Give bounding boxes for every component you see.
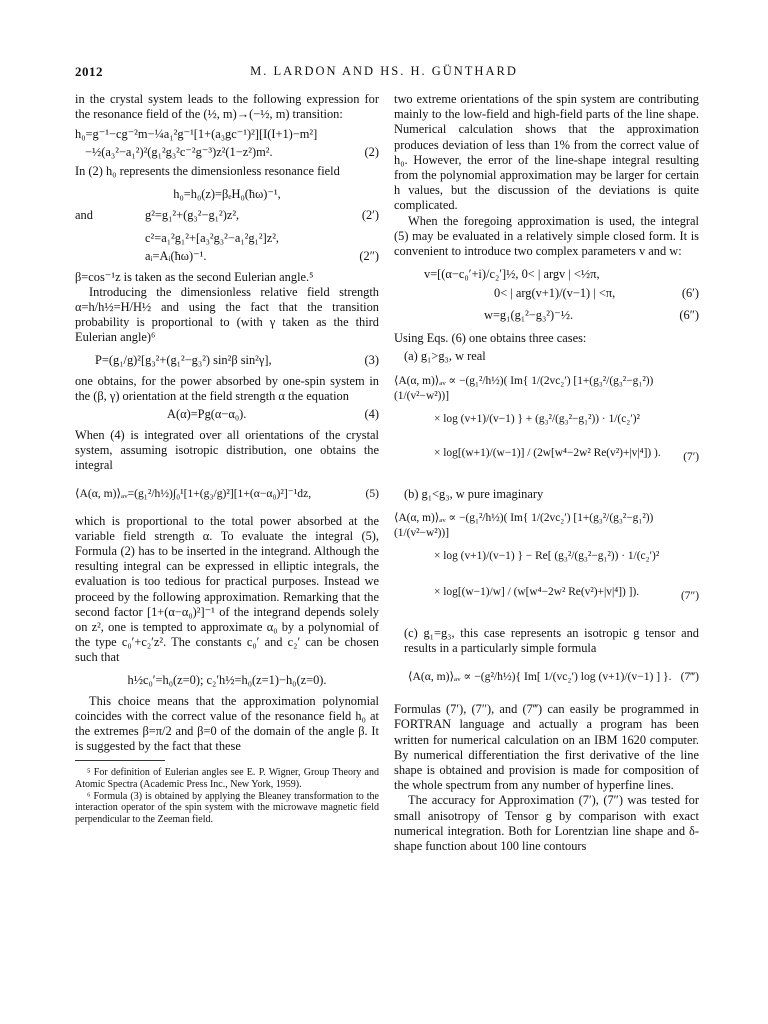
equation-constants: h½c₀′=h₀(z=0); c₂′h½=h₀(z=1)−h₀(z=0). <box>127 672 327 687</box>
right-column <box>394 92 699 854</box>
case-c-label: (c) g₁=g₃, this case represents an isotropic g tensor and results in a particularly simple formula <box>404 625 699 656</box>
running-title: M. LARDON AND HS. H. GÜNTHARD <box>250 64 518 78</box>
equation-2-double-prime: c²=a₁²g₁²+[a₃²g₃²−a₁²g₁²]z², aᵢ=Aᵢ(ħω)⁻¹. (2″) <box>145 230 379 263</box>
paragraph: which is proportional to the total power absorbed at the variable field strength α. To evaluate the integral (5), Formula (2) has to be inserted in the integrand. Although the resulting integral can be expressed in elliptic integrals, the evaluation is too tedious for practical purposes. Instead we proceed by the following approximation. Remarking that the second factor [1+(α−α₀)²]⁻¹ of the integrand depends solely on z², one is tempted to approximate α₀ by a polynomial of the type c₀′+c₂′z². The constants c₀′ and c₂′ can be chosen such that <box>75 513 379 665</box>
footnotes <box>75 767 379 825</box>
footnote-rule <box>75 760 165 761</box>
paragraph: In (2) h₀ represents the dimensionless resonance field <box>75 164 340 179</box>
equation-6-prime: v=[(α−c₀′+i)/c₂′]½, 0< | argv | <½π, 0< | arg(v+1)/(v−1) | <π, (6′) <box>424 267 699 301</box>
equation-h0: h₀=h₀(z)=βₑH₀(ħω)⁻¹, <box>173 186 281 201</box>
paragraph: When the foregoing approximation is used, the integral (5) may be evaluated in a relatively simple closed form. It is convenient to introduce two complex parameters v and w: <box>394 213 699 259</box>
paragraph: Formulas (7′), (7″), and (7‴) can easily be programmed in FORTRAN language and actually a program has been written for numerical calculation on an IBM 1620 computer. By numerical differentiation the first derivative of the line shape is obtained and provision is made for composition of the whole spectrum from any number of hyperfine lines. <box>394 702 699 793</box>
case-a-label: (a) g₁>g₃, w real <box>404 349 486 364</box>
equation-7-triple-prime: ⟨A(α, m)⟩ₐᵥ ∝ −(g²/h½){ Im[ 1/(vc₂′) log (v+1)/(v−1) ] }. (7‴) <box>408 670 699 684</box>
paragraph: β=cos⁻¹z is taken as the second Eulerian angle.⁵ <box>75 269 314 284</box>
equation-7-prime: ⟨A(α, m)⟩ₐᵥ ∝ −(g₁²/h½)( Im{ 1/(2vc₂′) [1+(g₃²/(g₃²−g₁²))(1/(v²−w²))] × log (v+1)/(v−1) } + (g₃²/(g₃²−g₁²)) · 1/(c₂′)² × log[(w+1)/(w−1)] / (2w[w⁴−2w² Re(v²)+|v|⁴]) ). (7′) <box>394 374 699 463</box>
footnote-6: ⁶ Formula (3) is obtained by applying the Bleaney transformation to the interaction operator of the spin system with the microwave magnetic field perpendicular to the Zeeman field. <box>75 790 379 825</box>
equation-2: h₀=g⁻¹−cg⁻²m−¼a₁²g⁻¹[1+(a₃gc⁻¹)²][I(I+1)−m²] −½(a₃²−a₁²)²(g₁²g₃²c⁻²g⁻³)z²(1−z²)m². (2) <box>75 127 379 160</box>
footnote-5: ⁵ For definition of Eulerian angles see E. P. Wigner, Group Theory and Atomic Spectra (Academic Press Inc., New York, 1959). <box>75 767 379 791</box>
equation-2-prime: and g²=g₁²+(g₃²−g₁²)z², (2′) <box>75 207 379 222</box>
equation-5: ⟨A(α, m)⟩ₐᵥ=(g₁²/h½)∫₀¹[1+(g₃/g)²][1+(α−α₀)²]⁻¹dz, (5) <box>75 486 379 500</box>
paragraph: Using Eqs. (6) one obtains three cases: <box>394 331 587 346</box>
paragraph: When (4) is integrated over all orientations of the crystal system, assuming isotropic distribution, one obtains the integral <box>75 428 379 473</box>
case-b-label: (b) g₁<g₃, w pure imaginary <box>404 486 544 501</box>
paragraph: The accuracy for Approximation (7′), (7″) was tested for small anisotropy of Tensor g by comparison with exact numerical integration. Both for Lorentzian line shape and δ-shape function about 100 line contours <box>394 793 699 854</box>
page-header <box>75 64 693 82</box>
equation-6-double-prime: w=g₁(g₁²−g₃²)⁻½. (6″) <box>484 308 699 323</box>
paragraph: Introducing the dimensionless relative field strength α=h/h½=H/H½ and using the fact that the transition probability is proportional to (with γ taken as the third Eulerian angle)⁶ <box>75 284 379 345</box>
paragraph: two extreme orientations of the spin system are contributing mainly to the low-field and high-field parts of the line shape. Numerical calculation shows that the approximation produces deviation of less than 1% from the correct value of h₀. However, the error of the line-shape integral resulting from the polynomial approximation may be larger for certain h values, but the discussion of the deviations is quite complicated. <box>394 92 699 213</box>
paragraph: in the crystal system leads to the following expression for the resonance field of the (½, m)→(−½, m) transition: <box>75 92 379 122</box>
equation-4: A(α)=Pg(α−α₀). (4) <box>167 407 379 422</box>
page-number: 2012 <box>75 64 103 79</box>
left-column <box>75 92 379 825</box>
paragraph: one obtains, for the power absorbed by one-spin system in the (β, γ) orientation at the field strength α the equation <box>75 373 379 403</box>
equation-7-double-prime: ⟨A(α, m)⟩ₐᵥ ∝ −(g₁²/h½)( Im{ 1/(2vc₂′) [1+(g₃²/(g₃²−g₁²))(1/(v²−w²))] × log (v+1)/(v−1) } − Re[ (g₃²/(g₃²−g₁²)) · 1/(c₂′)² × log[(w−1)/w] / (w[w⁴−2w² Re(v²)+|v|⁴]) ]). (7″) <box>394 511 699 602</box>
equation-3: P=(g₁/g)²[g₃²+(g₁²−g₃²) sin²β sin²γ], (3) <box>95 352 379 367</box>
paragraph: This choice means that the approximation polynomial coincides with the correct value of the resonance field h₀ at the extremes β=π/2 and β=0 of the domain of the angle β. It is suggested by the fact that these <box>75 693 379 754</box>
